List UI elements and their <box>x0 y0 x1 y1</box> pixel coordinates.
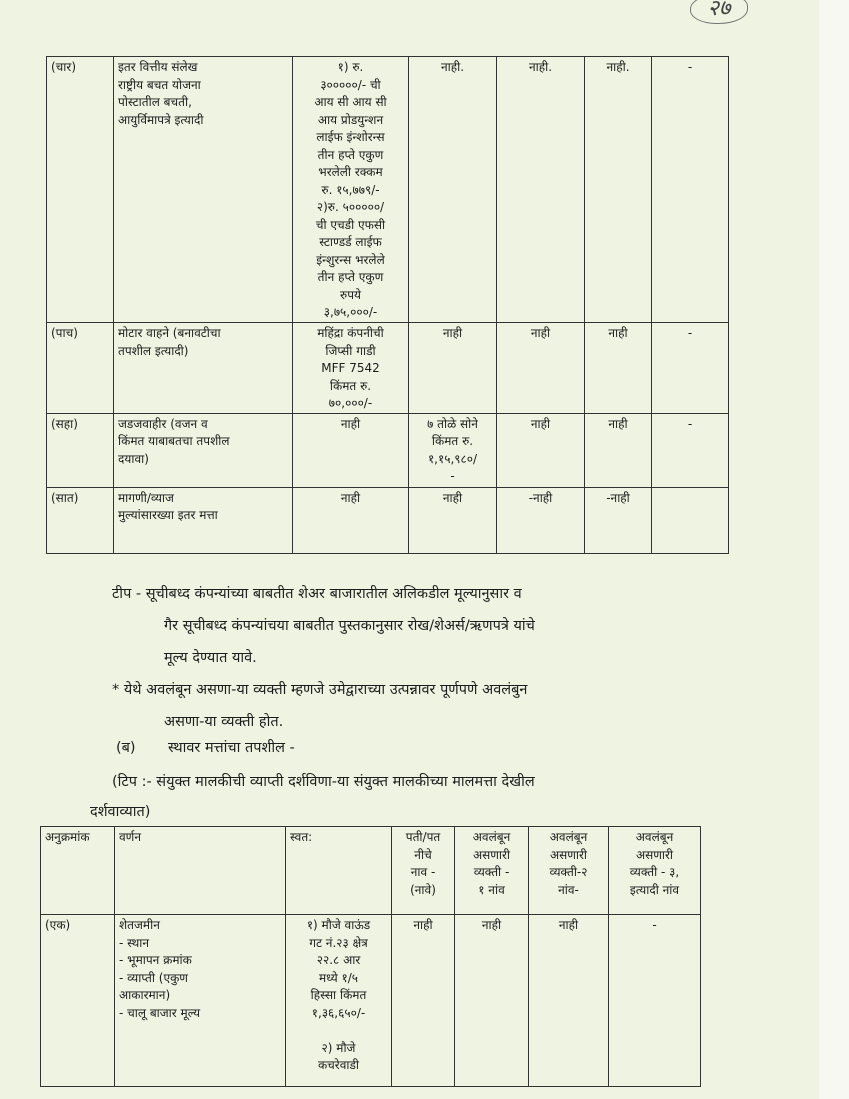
cell-dep1-line: नाही <box>481 918 502 932</box>
cell-self-line: ३,७५,०००/- <box>323 305 378 319</box>
header-dep2-line: नांव- <box>558 882 579 897</box>
tip-note <box>112 578 712 674</box>
cell-dep2-line: नाही. <box>606 60 630 74</box>
header-dep1-line: असणारी <box>472 847 511 862</box>
cell-spouse-line: नाही. <box>440 60 465 74</box>
cell-dep1 <box>497 487 585 553</box>
star-line-1: * येथे अवलंबून असणा-या व्यक्ती म्हणजे उमेद्वाराच्या उत्पन्नावर पूर्णपणे अवलंबुन <box>112 682 528 698</box>
cell-self-line: रुपये <box>340 287 361 302</box>
cell-self-line: २)रु. ५०००००/ <box>316 200 385 214</box>
header-dep1-line: व्यक्ती - <box>473 865 510 879</box>
header-dep3-line: इत्यादी नांव <box>629 882 680 897</box>
cell-desc-line: - चालू बाजार मूल्य <box>119 1005 201 1020</box>
cell-dep3 <box>652 487 729 553</box>
cell-desc-line: जडजवाहीर (वजन व <box>118 416 208 431</box>
header-dep3 <box>609 827 701 915</box>
cell-num-line: (चार) <box>51 60 76 74</box>
cell-dep2-line: -नाही <box>606 490 630 505</box>
cell-self-line: कचरेवाडी <box>317 1058 360 1072</box>
cell-desc <box>114 323 293 414</box>
cell-self-line: नाही <box>340 490 361 505</box>
section-b-label: (ब) <box>116 740 136 756</box>
table-header-row <box>41 827 701 915</box>
cell-dep2 <box>585 323 652 414</box>
cell-self-line: गट नं.२३ क्षेत्र <box>309 935 368 950</box>
cell-spouse <box>409 323 497 414</box>
cell-dep1 <box>497 57 585 323</box>
cell-dep3-line: - <box>687 416 693 431</box>
cell-dep1 <box>497 323 585 414</box>
cell-self-line: MFF 7542 <box>321 361 380 375</box>
cell-self <box>293 487 409 553</box>
cell-desc-line: राष्ट्रीय बचत योजना <box>118 77 201 92</box>
cell-self-line: १) मौजे वाऊंड <box>306 918 371 932</box>
cell-desc-line: पोस्टातील बचती, <box>118 95 192 109</box>
cell-desc-line: दयावा) <box>118 451 149 466</box>
cell-dep1 <box>455 915 529 1087</box>
cell-spouse-line: किंमत रु. <box>431 434 474 448</box>
header-spouse-line: नाव - <box>410 865 436 879</box>
cell-dep1-line: नाही. <box>528 60 553 74</box>
header-spouse-line: (नावे) <box>410 882 436 897</box>
cell-desc-line: मागणी/व्याज <box>118 490 174 505</box>
header-spouse <box>392 827 455 915</box>
header-desc <box>115 827 286 915</box>
cell-spouse-line: ७ तोळे सोने <box>427 416 478 431</box>
cell-desc-line: तपशील इत्यादी) <box>118 343 189 358</box>
cell-desc <box>115 915 286 1087</box>
header-dep3-line: अवलंबून <box>635 830 674 844</box>
cell-spouse-line: नाही <box>413 918 433 932</box>
cell-self-line: नाही <box>340 416 361 431</box>
tip-line-1: टीप - सूचीबध्द कंपन्यांच्या बाबतीत शेअर बाजारातील अलिकडील मूल्यानुसार व <box>112 586 522 602</box>
cell-desc-line: किंमत याबाबतचा तपशील <box>118 434 230 448</box>
cell-self-line: तीन हप्ते एकुण <box>317 147 384 162</box>
table-row <box>47 323 729 414</box>
movable-assets-table <box>46 56 729 554</box>
cell-self-line: २) मौजे <box>321 1040 356 1055</box>
cell-num-line: (एक) <box>45 918 71 932</box>
section-b-title: स्थावर मत्तांचा तपशील - <box>168 740 295 756</box>
cell-dep2 <box>585 413 652 487</box>
cell-spouse-line: नाही <box>442 326 463 340</box>
cell-desc-line: - भूमापन क्रमांक <box>119 953 192 967</box>
cell-self-line: १) रु. <box>337 60 364 74</box>
table-row <box>47 57 729 323</box>
header-dep2-line: अवलंबून <box>549 830 588 844</box>
cell-spouse <box>409 487 497 553</box>
table-row <box>47 413 729 487</box>
cell-desc-line: मुल्यांसारख्या इतर मत्ता <box>118 508 218 522</box>
cell-dep1-line: नाही <box>530 326 551 340</box>
page-number: २७ <box>690 0 748 24</box>
cell-self <box>286 915 392 1087</box>
cell-num <box>41 915 115 1087</box>
cell-self-line: तीन हप्ते एकुण <box>317 270 384 284</box>
header-desc-line: वर्णन <box>119 830 142 844</box>
header-dep1 <box>455 827 529 915</box>
cell-spouse <box>409 57 497 323</box>
header-num-line: अनुक्रमांक <box>45 830 90 844</box>
cell-dep2-line: नाही <box>608 416 628 431</box>
cell-desc-line: मोटार वाहने (बनावटीचा <box>118 326 221 340</box>
page-edge <box>819 0 849 1099</box>
cell-self-line: भरलेली रक्कम <box>318 165 383 179</box>
cell-dep3 <box>652 57 729 323</box>
cell-self-line <box>290 1022 387 1040</box>
joint-ownership-note <box>112 766 712 798</box>
tip-line-3: मूल्य देण्यात यावे. <box>164 650 257 666</box>
header-spouse-line: पती/पत <box>405 830 441 844</box>
star-line-2: असणा-या व्यक्ती होत. <box>164 714 284 730</box>
cell-self-line: ७०,०००/- <box>328 396 373 410</box>
cell-dep3-line: - <box>687 326 693 340</box>
cell-spouse-line: १,१५,९८०/ <box>427 451 478 466</box>
dependent-note <box>112 674 712 738</box>
tip2-line-2: दर्शवाव्यात) <box>90 804 151 820</box>
cell-dep3-line <box>656 490 724 508</box>
cell-dep1-line: नाही <box>530 416 551 431</box>
cell-self <box>293 323 409 414</box>
header-dep2 <box>529 827 609 915</box>
section-b-heading <box>116 732 616 764</box>
cell-self-line: ३०००००/- ची <box>320 77 381 92</box>
cell-num <box>47 57 114 323</box>
cell-desc-line: आकारमान) <box>119 988 171 1002</box>
cell-self-line: किंमत रु. <box>329 378 372 393</box>
cell-dep3 <box>652 323 729 414</box>
cell-spouse-line: नाही <box>442 490 463 505</box>
cell-desc-line: शेतजमीन <box>119 918 160 932</box>
cell-self-line: लाईफ इंन्शोरन्स <box>316 130 385 144</box>
header-spouse-line: नीचे <box>414 847 432 862</box>
cell-self <box>293 413 409 487</box>
header-num <box>41 827 115 915</box>
header-self-line: स्वत: <box>290 830 313 844</box>
header-dep1-line: १ नांव <box>478 882 505 897</box>
header-dep2-line: असणारी <box>549 847 588 862</box>
cell-dep2 <box>529 915 609 1087</box>
table-row <box>41 915 701 1087</box>
cell-dep2-line: नाही <box>558 918 579 932</box>
header-dep2-line: व्यक्ती-२ <box>549 865 588 879</box>
cell-self-line: रु. १५,७७९/- <box>321 182 380 197</box>
cell-spouse <box>392 915 455 1087</box>
cell-num-line: (सात) <box>51 490 79 505</box>
cell-num <box>47 413 114 487</box>
cell-dep3-line: - <box>652 918 657 932</box>
cell-self-line: महिंद्रा कंपनीची <box>317 326 384 340</box>
cell-spouse-line: - <box>450 469 455 483</box>
header-dep3-line: असणारी <box>635 847 674 862</box>
cell-spouse <box>409 413 497 487</box>
cell-self-line: २२.८ आर <box>316 953 361 967</box>
immovable-assets-table <box>40 826 701 1087</box>
table-row <box>47 487 729 553</box>
cell-self-line: मध्ये १/५ <box>319 970 358 985</box>
header-dep3-line: व्यक्ती - ३, <box>629 865 680 879</box>
cell-num <box>47 487 114 553</box>
cell-self-line: आय सी आय सी <box>314 95 387 109</box>
cell-desc <box>114 57 293 323</box>
cell-desc-line: आयुर्विमापत्रे इत्यादी <box>118 112 204 127</box>
cell-self-line: आय प्रोडयुन्शन <box>317 112 384 127</box>
joint-ownership-note-cont <box>90 796 490 828</box>
cell-self-line: स्टाण्डर्ड लाईफ <box>319 235 382 249</box>
header-self <box>286 827 392 915</box>
cell-self <box>293 57 409 323</box>
cell-dep2 <box>585 57 652 323</box>
cell-dep3 <box>652 413 729 487</box>
header-dep1-line: अवलंबून <box>472 830 511 844</box>
cell-num-line: (पाच) <box>51 326 78 340</box>
cell-self-line: हिस्सा किंमत <box>310 988 367 1002</box>
cell-desc <box>114 487 293 553</box>
cell-desc-line: इतर वित्तीय संलेख <box>118 60 198 74</box>
cell-dep1 <box>497 413 585 487</box>
cell-desc-line: - स्थान <box>119 935 150 950</box>
cell-self-line: जिप्सी गाडी <box>325 343 376 358</box>
tip2-line-1: (टिप :- संयुक्त मालकीची व्याप्ती दर्शविणा-या संयुक्त मालकीच्या मालमत्ता देखील <box>112 774 535 790</box>
cell-num-line: (सहा) <box>51 416 78 431</box>
tip-line-2: गैर सूचीबध्द कंपन्यांचया बाबतीत पुस्तकानुसार रोख/शेअर्स/ऋणपत्रे यांचे <box>164 618 535 634</box>
cell-dep2-line: नाही <box>608 326 628 340</box>
cell-self-line: ची एचडी एफसी <box>315 217 386 232</box>
cell-dep3-line: - <box>687 60 693 74</box>
cell-num <box>47 323 114 414</box>
cell-self-line: १,३६,६५०/- <box>311 1005 366 1020</box>
cell-dep2 <box>585 487 652 553</box>
cell-dep1-line: -नाही <box>528 490 553 505</box>
cell-dep3 <box>609 915 701 1087</box>
cell-self-line: इंन्शुरन्स भरलेले <box>316 252 385 267</box>
cell-desc-line: - व्याप्ती (एकुण <box>119 970 188 985</box>
cell-desc <box>114 413 293 487</box>
